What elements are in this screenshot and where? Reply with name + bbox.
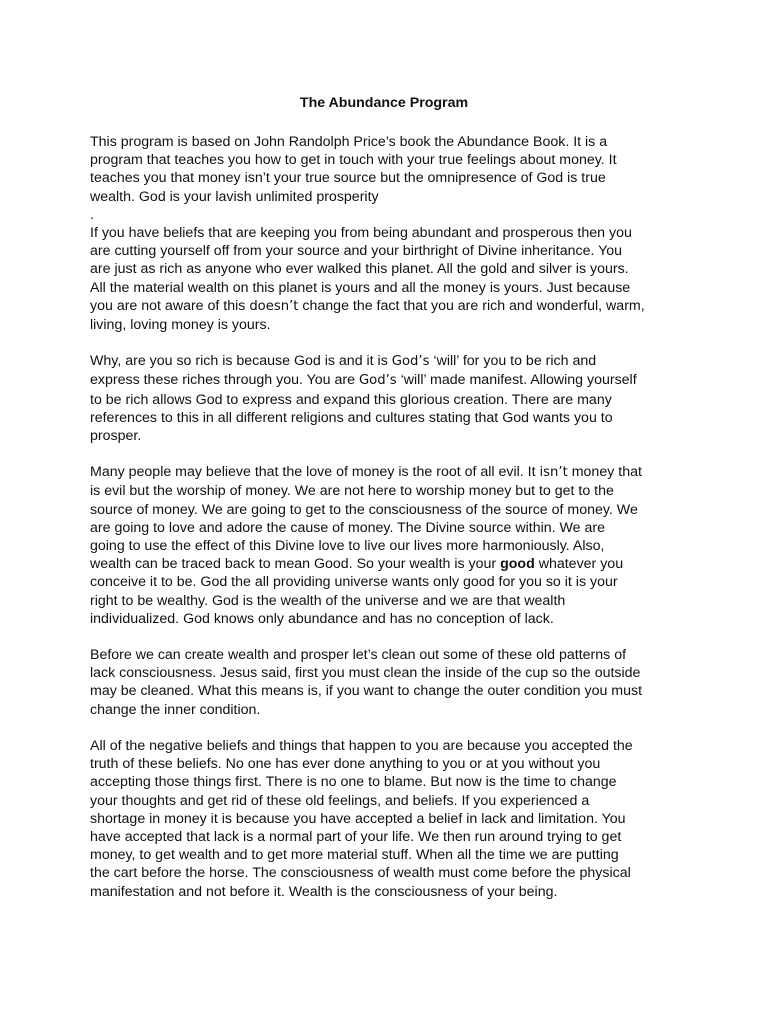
stray-period: . bbox=[90, 206, 94, 223]
text-segment: Why, are you so rich is because God is and it is bbox=[90, 353, 392, 370]
text-segment: wealth can be traced back to mean Good. So your wealth is your bbox=[90, 556, 501, 573]
paragraph-beliefs bbox=[90, 224, 685, 334]
text-line: are just as rich as anyone who ever walked this planet. All the gold and silver is yours. bbox=[90, 261, 629, 278]
document-title: The Abundance Program bbox=[299, 95, 469, 111]
text-line: right to be wealthy. God is the wealth of the universe and we are that wealth bbox=[90, 592, 566, 609]
text-line: truth of these beliefs. No one has ever done anything to you or at you without you bbox=[90, 756, 601, 773]
text-line bbox=[90, 463, 685, 482]
text-line: your thoughts and get rid of these old feelings, and beliefs. If you experienced a bbox=[90, 792, 590, 809]
text-line: have accepted that lack is a normal part of your life. We then run around trying to get bbox=[90, 828, 622, 845]
text-line: are cutting yourself off from your source and your birthright of Divine inheritance. You bbox=[90, 243, 623, 260]
document-body bbox=[90, 133, 685, 919]
text-line: are going to love and adore the cause of money. The Divine source within. We are bbox=[90, 519, 605, 536]
text-line: Before we can create wealth and prosper let’s clean out some of these old patterns of bbox=[90, 647, 627, 664]
text-segment: whatever you bbox=[534, 556, 624, 573]
paragraph-clean-out bbox=[90, 646, 685, 719]
text-segment: ‘will’ for you to be rich and bbox=[429, 353, 597, 370]
text-line: may be cleaned. What this means is, if you want to change the outer condition you must bbox=[90, 683, 643, 700]
text-line: teaches you that money isn’t your true source but the omnipresence of God is true bbox=[90, 170, 606, 187]
text-line bbox=[90, 555, 685, 573]
text-line: wealth. God is your lavish unlimited prosperity bbox=[90, 188, 379, 205]
text-segment: God’s bbox=[391, 354, 430, 370]
paragraph-intro bbox=[90, 133, 685, 224]
text-segment: God’s bbox=[358, 373, 397, 389]
text-line: to be rich allows God to express and expand this glorious creation. There are many bbox=[90, 391, 612, 408]
text-line: manifestation and not before it. Wealth is the consciousness of your being. bbox=[90, 883, 558, 900]
text-segment: ‘will’ made manifest. Allowing yourself bbox=[396, 372, 637, 389]
text-line bbox=[90, 297, 685, 316]
text-line: going to use the effect of this Divine love to live our lives more harmoniously. Also, bbox=[90, 538, 605, 555]
text-line: is evil but the worship of money. We are not here to worship money but to get to the bbox=[90, 483, 614, 500]
paragraph-love-of-money bbox=[90, 463, 685, 628]
text-segment: you are not aware of this bbox=[90, 297, 250, 314]
text-segment: change the fact that you are rich and wonderful, warm, bbox=[298, 297, 645, 314]
text-line: This program is based on John Randolph Price’s book the Abundance Book. It is a bbox=[90, 134, 608, 150]
paragraph-why-rich bbox=[90, 352, 685, 445]
text-line: living, loving money is yours. bbox=[90, 317, 271, 334]
text-line: change the inner condition. bbox=[90, 701, 261, 718]
text-line: the cart before the horse. The consciousness of wealth must come before the physical bbox=[90, 865, 631, 882]
text-line: If you have beliefs that are keeping you from being abundant and prosperous then you bbox=[90, 225, 632, 242]
paragraph-negative-beliefs bbox=[90, 737, 685, 901]
text-line: references to this in all different religions and cultures stating that God wants you to bbox=[90, 409, 613, 426]
text-line: program that teaches you how to get in touch with your true feelings about money. It bbox=[90, 152, 617, 169]
text-segment: Many people may believe that the love of money is the root of all evil. It bbox=[90, 464, 540, 481]
text-line: lack consciousness. Jesus said, first you must clean the inside of the cup so the outside bbox=[90, 665, 641, 682]
text-line: All the material wealth on this planet is yours and all the money is yours. Just because bbox=[90, 279, 631, 296]
text-line: conceive it to be. God the all providing universe wants only good for you so it is your bbox=[90, 574, 618, 591]
text-line bbox=[90, 371, 685, 390]
text-line: accepting those things first. There is no one to blame. But now is the time to change bbox=[90, 774, 617, 791]
text-line: prosper. bbox=[90, 428, 142, 445]
text-line: money, to get wealth and to get more material stuff. When all the time we are putting bbox=[90, 847, 619, 864]
text-line: All of the negative beliefs and things that happen to you are because you accepted the bbox=[90, 737, 633, 754]
text-segment: money that bbox=[567, 464, 642, 481]
text-line bbox=[90, 352, 685, 371]
text-segment: doesn’t bbox=[249, 298, 299, 314]
text-line: shortage in money it is because you have accepted a belief in lack and limitation. You bbox=[90, 810, 626, 827]
emphasis-good: good bbox=[500, 556, 535, 573]
text-segment: isn’t bbox=[539, 465, 568, 481]
text-line: individualized. God knows only abundance and has no conception of lack. bbox=[90, 610, 554, 627]
text-line: source of money. We are going to get to the consciousness of the source of money. We bbox=[90, 501, 638, 518]
text-segment: express these riches through you. You are bbox=[90, 372, 359, 389]
